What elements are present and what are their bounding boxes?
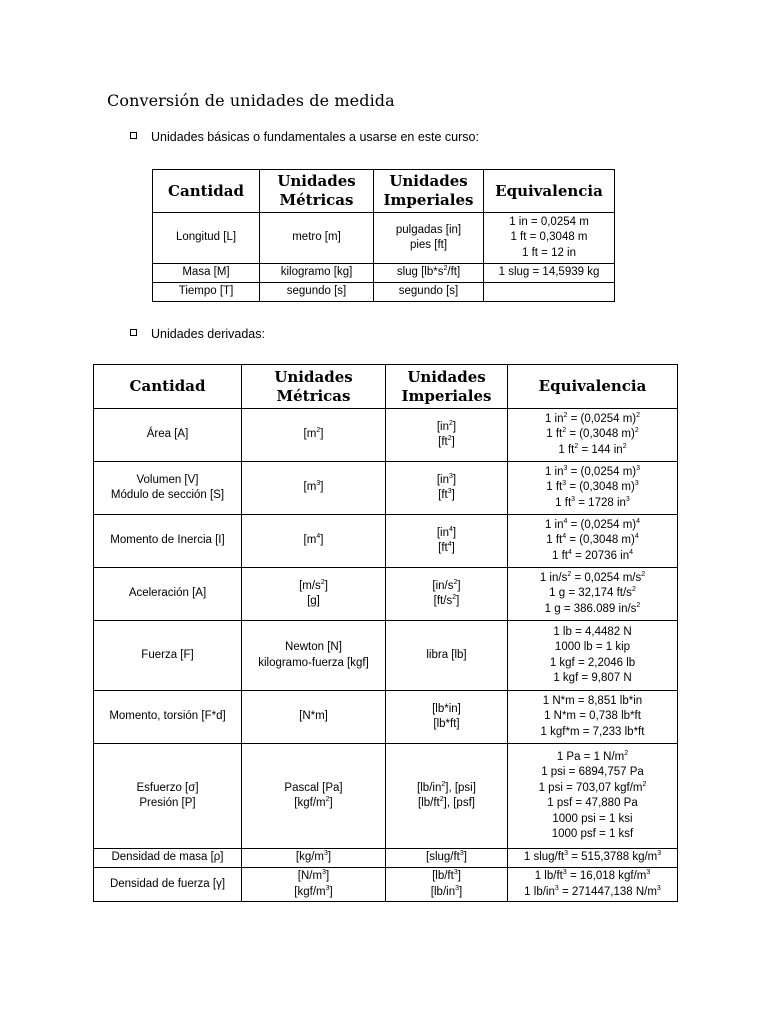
equivalence-text: 1 $ft^4 = 20736$ $in^4$ (551, 548, 634, 562)
metric-cell (242, 462, 386, 515)
equivalence-text: 1 slug = 14,5939 kg (498, 266, 600, 279)
imperial-text: pies [ft] (409, 239, 448, 251)
header-equivalencia: Equivalencia (484, 170, 615, 213)
metric-cell (242, 868, 386, 902)
quantity-cell (94, 691, 242, 744)
metric-cell (242, 568, 386, 621)
metric-text: $[m^2]$ (303, 427, 324, 441)
equivalence-text: 1 psi = 703,07 kgf/$m^2$ (538, 780, 647, 794)
imperial-cell (374, 283, 484, 302)
metric-text: $[kgf/m^3]$ (294, 884, 333, 898)
metric-text: $[kgf/m^2]$ (294, 796, 333, 809)
quantity-cell (94, 868, 242, 902)
imperial-cell (386, 621, 508, 691)
table-row (94, 744, 678, 849)
imperial-text: $[ft/s^2]$ (433, 594, 460, 607)
metric-cell (260, 283, 374, 302)
equivalence-text: 1 ft = 12 in (521, 246, 577, 259)
header-metricas: Unidades Métricas (242, 365, 386, 409)
metric-text: $[m^3]$ (303, 480, 324, 494)
imperial-cell (386, 849, 508, 868)
metric-text: Pascal [Pa] (284, 781, 343, 794)
equivalence-cell (508, 849, 678, 868)
metric-cell (242, 691, 386, 744)
equivalence-text: 1 $ft^2 = (0,3048$ m)$^2$ (546, 427, 639, 441)
table-row (94, 568, 678, 621)
imperial-text: [lb*in] (432, 702, 461, 715)
equivalence-cell (508, 868, 678, 902)
quantity-text: Aceleración [A] (128, 587, 207, 600)
equivalence-text: 1 N*m = 8,851 lb*in (542, 694, 643, 707)
equivalence-cell (484, 264, 615, 283)
quantity-text: Longitud [L] (175, 231, 237, 244)
metric-cell (242, 744, 386, 849)
quantity-cell (153, 283, 260, 302)
imperial-text: $[lb/in^3]$ (430, 884, 463, 898)
metric-text: kilogramo [kg] (280, 266, 353, 279)
quantity-text: Módulo de sección [S] (110, 489, 225, 501)
quantity-cell (94, 409, 242, 462)
imperial-cell (386, 409, 508, 462)
equivalence-text: 1 psi = 6894,757 Pa (541, 766, 644, 778)
imperial-cell (386, 515, 508, 568)
basic-units-table (152, 169, 615, 302)
imperial-text: $[in/s^2]$ (432, 578, 461, 592)
equivalence-text: 1 $in/s^2 = 0,0254$ $m/s^2$ (539, 570, 646, 584)
imperial-text: $[lb/ft^3]$ (432, 869, 461, 882)
quantity-text: Área [A] (146, 428, 189, 441)
equivalence-text: 1 $ft^3 = 1728$ $in^3$ (555, 495, 630, 509)
equivalence-text: 1 slug/$ft^3 = 515,3788$ $kg/m^3$ (523, 850, 662, 864)
equivalence-text: 1000 psi = 1 ksi (552, 812, 633, 825)
table-row (94, 868, 678, 902)
equivalence-cell (508, 568, 678, 621)
bullet-basic-text: Unidades básicas o fundamentales a usarse en este curso: (151, 130, 479, 144)
equivalence-text: 1 ft = 0,3048 m (510, 231, 588, 244)
metric-cell (242, 849, 386, 868)
quantity-text: Tiempo [T] (178, 285, 234, 298)
equivalence-text: 1 $in^4 = (0,0254$ m)$^4$ (544, 517, 641, 531)
table-row (153, 283, 615, 302)
equivalence-text: 1 $ft^4 = (0,3048$ m)$^4$ (546, 533, 639, 547)
equivalence-text: 1 psf = 47,880 Pa (547, 797, 638, 809)
imperial-cell (374, 264, 484, 283)
table-row (94, 849, 678, 868)
quantity-text: Esfuerzo [σ] (136, 781, 199, 794)
metric-text: [N*m] (299, 710, 328, 723)
equivalence-text: 1 in = 0,0254 m (509, 215, 589, 228)
quantity-text: Volumen [V] (136, 473, 199, 486)
equivalence-text: 1 $in^2 = (0,0254$ m)$^2$ (544, 411, 641, 425)
imperial-cell (386, 691, 508, 744)
imperial-text: $[ft^2]$ (438, 435, 455, 448)
header-cantidad: Cantidad (153, 170, 260, 213)
imperial-cell (386, 462, 508, 515)
square-bullet-icon (130, 132, 137, 139)
metric-text: $[N/m^3]$ (297, 869, 330, 882)
imperial-text: $[in^3]$ (436, 472, 457, 486)
equivalence-cell (508, 691, 678, 744)
derived-units-table (93, 364, 678, 902)
table-row (94, 621, 678, 691)
table-row (94, 515, 678, 568)
metric-cell (260, 264, 374, 283)
equivalence-text: 1000 lb = 1 kip (554, 641, 631, 653)
imperial-text: [lb*ft] (433, 718, 460, 730)
equivalence-text: 1 kgf*m = 7,233 lb*ft (540, 725, 645, 738)
metric-text: metro [m] (292, 231, 341, 244)
equivalence-cell (508, 462, 678, 515)
header-imperiales: Unidades Imperiales (386, 365, 508, 409)
equivalence-text: 1 lb = 4,4482 N (553, 625, 632, 638)
metric-text: $[m/s^2]$ (299, 578, 328, 592)
metric-text: $[m^4]$ (303, 533, 324, 547)
metric-text: segundo [s] (286, 285, 347, 298)
quantity-cell (153, 264, 260, 283)
equivalence-text: 1 $in^3 = (0,0254$ m)$^3$ (544, 464, 641, 478)
metric-cell (260, 213, 374, 264)
quantity-text: Momento de Inercia [I] (110, 534, 225, 547)
imperial-text: $[slug/ft^3]$ (426, 850, 467, 864)
table-row (94, 691, 678, 744)
imperial-text: $[in^2]$ (436, 419, 457, 433)
imperial-cell (386, 568, 508, 621)
equivalence-text: 1 $lb/in^3 = 271447,138$ $N/m^3$ (524, 884, 661, 898)
imperial-text: $[in^4]$ (436, 525, 457, 539)
quantity-text: Fuerza [F] (141, 648, 194, 661)
table-row (153, 213, 615, 264)
equivalence-text: 1 kgf = 9,807 N (553, 672, 632, 684)
imperial-text: $[ft^3]$ (438, 488, 455, 501)
metric-text: [g] (307, 595, 320, 607)
table-row (153, 264, 615, 283)
equivalence-text: 1 kgf = 2,2046 lb (549, 656, 636, 669)
imperial-cell (386, 868, 508, 902)
equivalence-text: 1 N*m = 0,738 lb*ft (544, 710, 641, 723)
metric-cell (242, 515, 386, 568)
equivalence-text: 1 Pa = 1 $N/m^2$ (556, 749, 629, 763)
imperial-cell (386, 744, 508, 849)
metric-cell (242, 621, 386, 691)
header-cantidad: Cantidad (94, 365, 242, 409)
quantity-text: Momento, torsión [F*d] (109, 710, 226, 723)
metric-text: kilogramo-fuerza [kgf] (258, 656, 369, 669)
metric-text: $[kg/m^3]$ (295, 850, 332, 864)
imperial-text: libra [lb] (426, 648, 467, 661)
table-row (94, 409, 678, 462)
quantity-cell (94, 621, 242, 691)
equivalence-cell (508, 621, 678, 691)
equivalence-cell (484, 283, 615, 302)
page-title: Conversión de unidades de medida (107, 91, 395, 110)
imperial-text: $[ft^4]$ (438, 541, 455, 554)
imperial-text: segundo [s] (398, 285, 459, 298)
equivalence-cell (508, 409, 678, 462)
equivalence-cell (484, 213, 615, 264)
imperial-text: pulgadas [in] (395, 223, 462, 236)
table-header-row (94, 365, 678, 409)
table-row (94, 462, 678, 515)
equivalence-cell (508, 744, 678, 849)
equivalence-cell (508, 515, 678, 568)
equivalence-text: 1 $lb/ft^3 = 16,018$ kgf/$m^3$ (534, 869, 651, 882)
header-imperiales: Unidades Imperiales (374, 170, 484, 213)
bullet-derived-units (130, 327, 265, 341)
metric-cell (242, 409, 386, 462)
imperial-cell (374, 213, 484, 264)
imperial-text: slug $[lb*s^2/ft]$ (396, 265, 461, 279)
quantity-text: Presión [P] (139, 797, 196, 809)
quantity-cell (153, 213, 260, 264)
metric-text: Newton [N] (285, 641, 342, 653)
quantity-cell (94, 568, 242, 621)
quantity-text: Densidad de fuerza [γ] (109, 877, 226, 890)
equivalence-text: 1 $ft^3 = (0,3048$ m)$^3$ (546, 480, 639, 494)
equivalence-text: 1000 psf = 1 ksf (551, 828, 634, 840)
imperial-text: $[lb/ft^2]$, [psf] (418, 796, 475, 809)
equivalence-text: 1 g = 386.089 $in/s^2$ (544, 601, 641, 615)
quantity-cell (94, 849, 242, 868)
quantity-cell (94, 744, 242, 849)
header-equivalencia: Equivalencia (508, 365, 678, 409)
quantity-cell (94, 515, 242, 568)
equivalence-text: 1 g = 32,174 $ft/s^2$ (549, 586, 636, 600)
bullet-derived-text: Unidades derivadas: (151, 327, 265, 341)
square-bullet-icon (130, 329, 137, 336)
imperial-text: $[lb/in^2]$, [psi] (417, 780, 476, 794)
bullet-basic-units (130, 130, 479, 144)
quantity-text: Masa [M] (182, 266, 230, 279)
quantity-cell (94, 462, 242, 515)
table-header-row (153, 170, 615, 213)
quantity-text: Densidad de masa [ρ] (111, 851, 224, 864)
header-metricas: Unidades Métricas (260, 170, 374, 213)
equivalence-text: 1 $ft^2 = 144$ $in^2$ (558, 442, 627, 456)
